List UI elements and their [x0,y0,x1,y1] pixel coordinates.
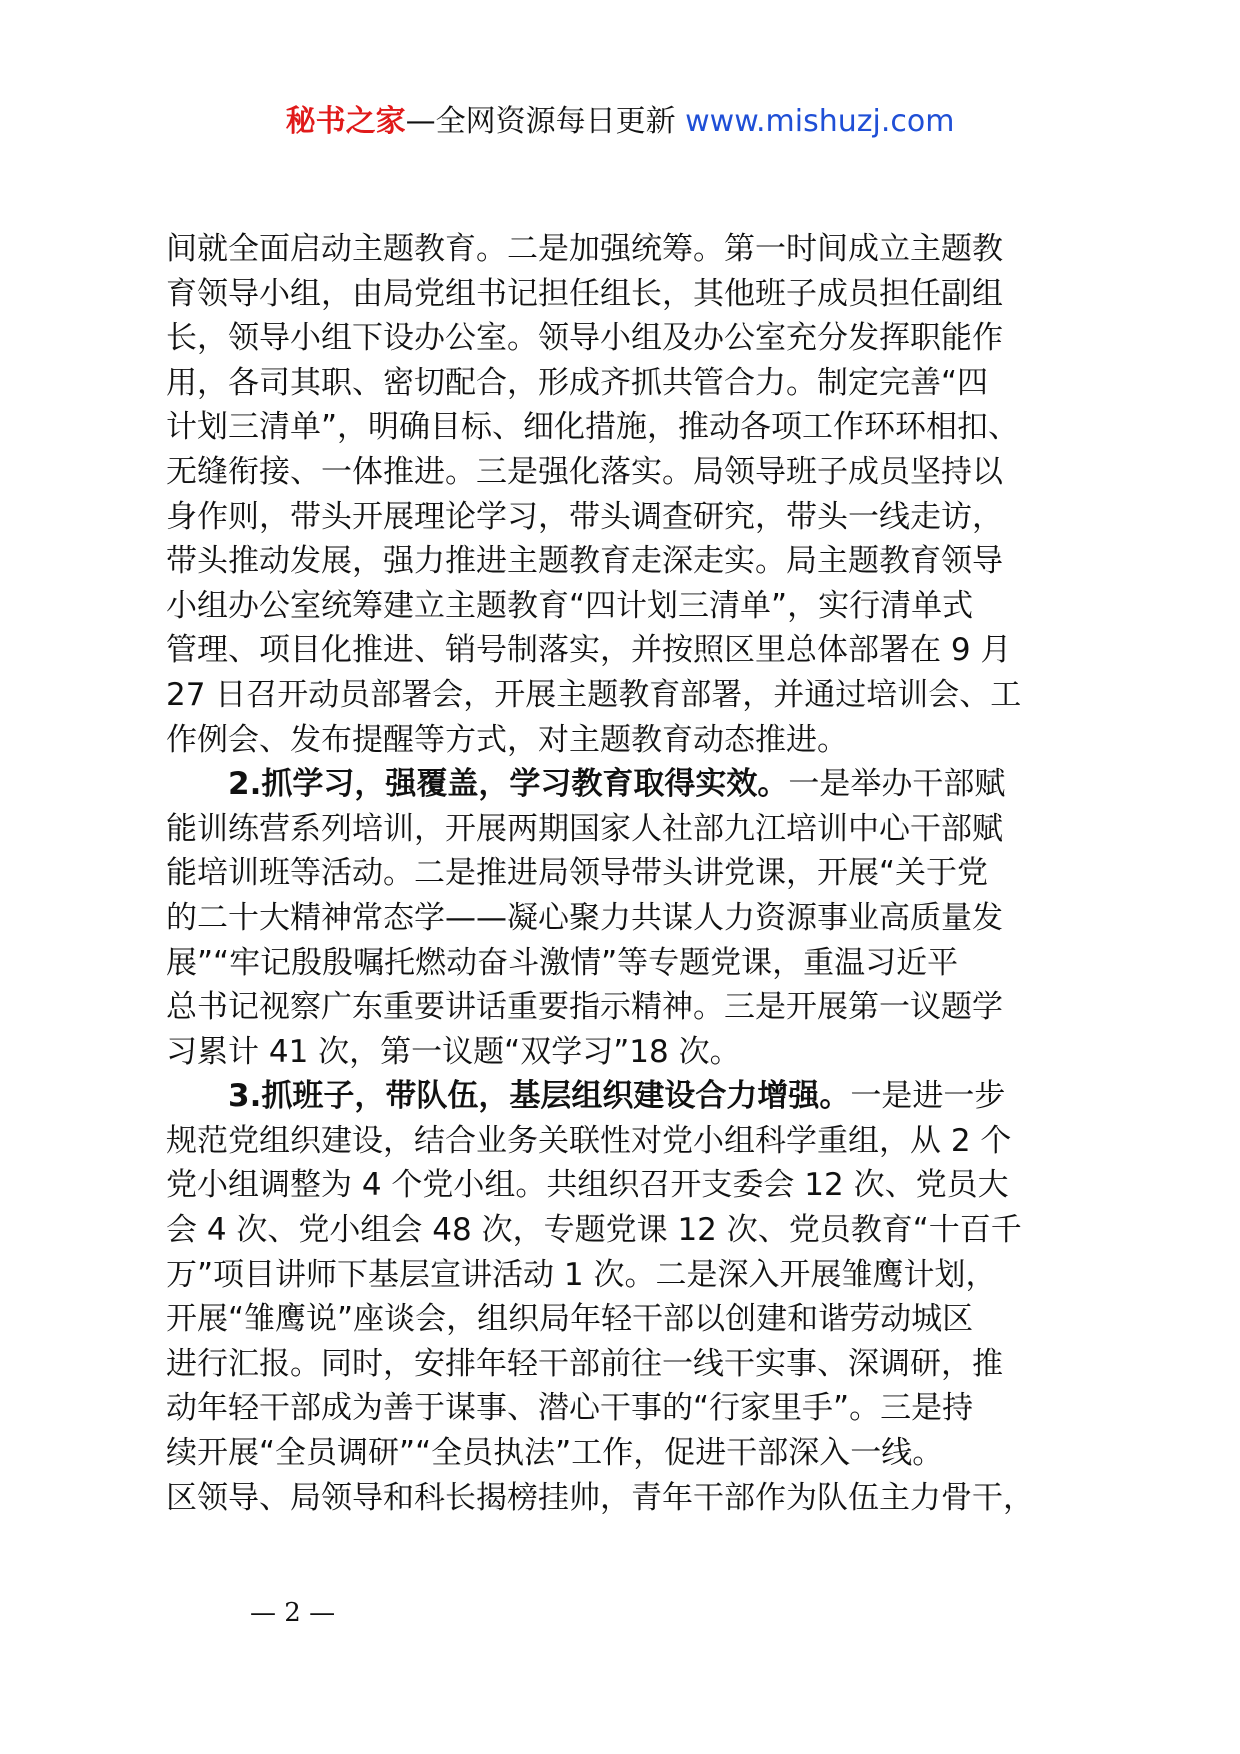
line-text: 续开展“全员调研”“全员执法”工作，促进干部深入一线。 [166,1435,944,1472]
line-text: 进行汇报。同时，安排年轻干部前往一线干实事、深调研，推 [166,1345,1003,1382]
section-heading-line [166,762,1096,807]
line-text: 作例会、发布提醒等方式，对主题教育动态推进。 [166,721,848,758]
line-text: 一是进一步 [850,1078,1006,1115]
body-line [166,1297,1096,1342]
line-text: 区领导、局领导和科长揭榜挂帅，青年干部作为队伍主力骨干， [166,1479,1034,1516]
body-line [166,316,1096,361]
brand-name: 秘书之家 [285,104,406,139]
line-text: 会 4 次、党小组会 48 次，专题党课 12 次、党员教育“十百千 [166,1212,1022,1249]
body-line [166,1163,1096,1208]
body-line [166,539,1096,584]
line-text: 的二十大精神常态学——凝心聚力共谋人力资源事业高质量发 [166,899,1003,936]
body-line [166,1342,1096,1387]
body-line [166,361,1096,406]
body-line [166,405,1096,450]
section-heading-line [166,1074,1096,1119]
header-tagline: —全网资源每日更新 [405,104,676,139]
page-header [0,100,1240,144]
line-text: 小组办公室统筹建立主题教育“四计划三清单”，实行清单式 [166,587,974,624]
body-line [166,896,1096,941]
line-text: 管理、项目化推进、销号制落实，并按照区里总体部署在 9 月 [166,632,1012,669]
line-text: 计划三清单”，明确目标、细化措施，推动各项工作环环相扣、 [166,409,1020,446]
website-link[interactable]: www.mishuzj.com [685,104,955,139]
line-text: 无缝衔接、一体推进。三是强化落实。局领导班子成员坚持以 [166,453,1003,490]
line-text: 开展“雏鹰说”座谈会，组织局年轻干部以创建和谐劳动城区 [166,1301,974,1338]
body-line [166,1476,1096,1521]
section-heading: 2.抓学习，强覆盖，学习教育取得实效。 [228,766,789,803]
line-text: 一是举办干部赋 [788,766,1006,803]
line-text: 带头推动发展，强力推进主题教育走深走实。局主题教育领导 [166,543,1003,580]
line-text: 动年轻干部成为善于谋事、潜心干事的“行家里手”。三是持 [166,1390,974,1427]
body-line [166,673,1096,718]
body-line [166,1431,1096,1476]
body-line [166,1253,1096,1298]
body-line [166,450,1096,495]
document-body [166,227,1096,1520]
body-line [166,1208,1096,1253]
line-text: 身作则，带头开展理论学习，带头调查研究，带头一线走访， [166,498,1003,535]
body-line [166,272,1096,317]
body-line [166,851,1096,896]
body-line [166,1030,1096,1075]
body-line [166,807,1096,852]
line-text: 能培训班等活动。二是推进局领导带头讲党课，开展“关于党 [166,855,989,892]
line-text: 习累计 41 次，第一议题“双学习”18 次。 [166,1033,741,1070]
line-text: 用，各司其职、密切配合，形成齐抓共管合力。制定完善“四 [166,364,989,401]
line-text: 展”“牢记殷殷嘱托燃动奋斗激情”等专题党课，重温习近平 [166,944,959,981]
body-line [166,628,1096,673]
body-line [166,584,1096,629]
line-text: 能训练营系列培训，开展两期国家人社部九江培训中心干部赋 [166,810,1003,847]
line-text: 万”项目讲师下基层宣讲活动 1 次。二是深入开展雏鹰计划， [166,1256,997,1293]
body-line [166,495,1096,540]
body-line [166,985,1096,1030]
line-text: 长，领导小组下设办公室。领导小组及办公室充分发挥职能作 [166,320,1003,357]
body-line [166,1386,1096,1431]
line-text: 育领导小组，由局党组书记担任组长，其他班子成员担任副组 [166,275,1003,312]
line-text: 27 日召开动员部署会，开展主题教育部署，并通过培训会、工 [166,676,1022,713]
body-line [166,1119,1096,1164]
line-text: 间就全面启动主题教育。二是加强统筹。第一时间成立主题教 [166,231,1003,267]
line-text: 党小组调整为 4 个党小组。共组织召开支委会 12 次、党员大 [166,1167,1009,1204]
body-line [166,941,1096,986]
section-heading: 3.抓班子，带队伍，基层组织建设合力增强。 [228,1078,851,1115]
line-text: 规范党组织建设，结合业务关联性对党小组科学重组，从 2 个 [166,1122,1012,1159]
body-line [166,718,1096,763]
line-text: 总书记视察广东重要讲话重要指示精神。三是开展第一议题学 [166,989,1003,1026]
page-number: — 2 — [250,1598,336,1628]
body-line [166,227,1096,272]
